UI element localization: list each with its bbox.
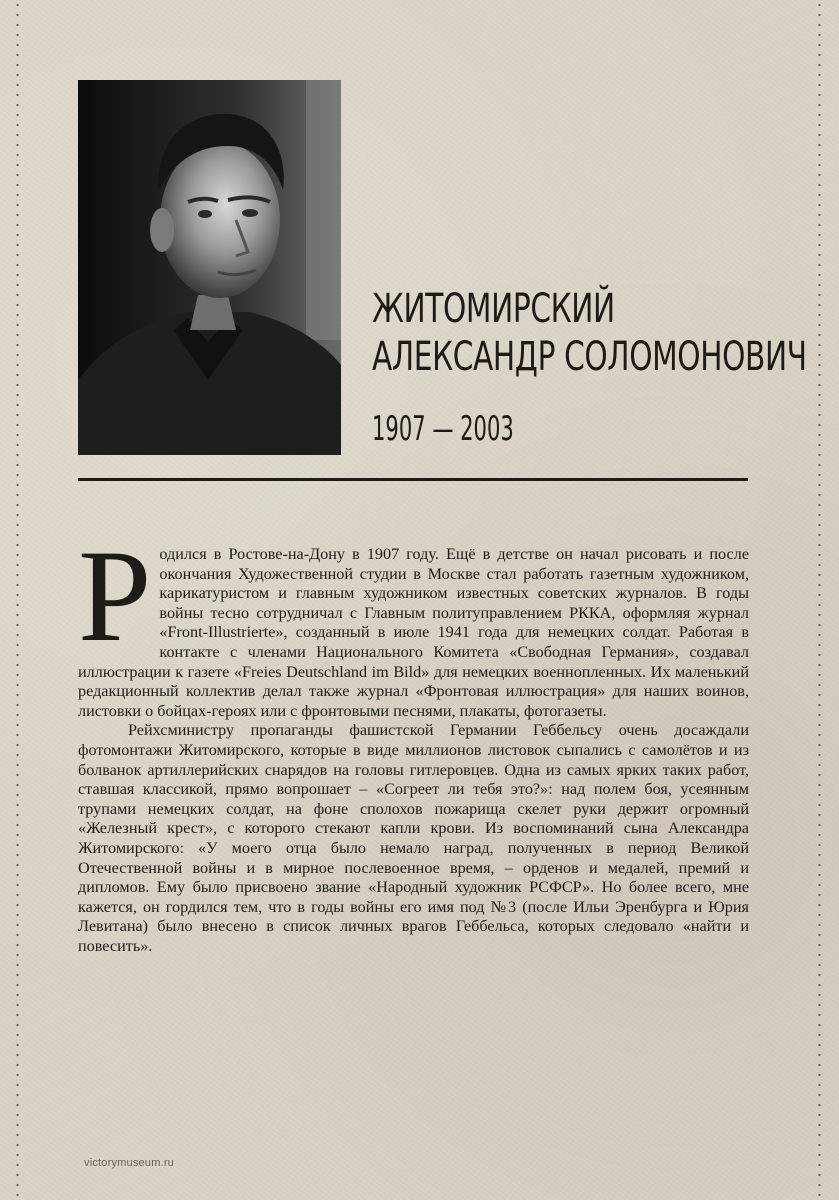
biography-text bbox=[78, 522, 749, 956]
right-perforation bbox=[818, 0, 821, 1200]
footer-site-url: victorymuseum.ru bbox=[84, 1157, 174, 1169]
portrait-photo bbox=[78, 80, 341, 455]
life-years: 1907 — 2003 bbox=[372, 409, 514, 449]
surname-heading: ЖИТОМИРСКИЙ bbox=[372, 286, 615, 332]
left-perforation bbox=[16, 0, 19, 1200]
biography-paragraph-2: Рейхсминистру пропаганды фашистской Германии Геббельсу очень досаждали фотомонтажи Житомирского, которые в виде миллионов листовок сыпались с самолётов и из болванок артиллерийских снарядов на головы гитлеровцев. Одна из самых ярких таких работ, ставшая классикой, прямо вопрошает – «Согреет ли тебя это?»: над полем боя, усеянным трупами немецких солдат, на фоне сполохов пожарища скелет руки держит огромный «Железный крест», с которого стекают капли крови. Из воспоминаний сына Александра Житомирского: «У моего отца было немало наград, полученных в период Великой Отечественной войны и в мирное послевоенное время, – орденов и медалей, премий и дипломов. Ему было присвоено звание «Народный художник РСФСР». Но более всего, мне кажется, он гордился тем, что в годы войны его имя под №3 (после Ильи Эренбурга и Юрия Левитана) было внесено в список личных врагов Геббельса, которых следовало «найти и повесить». bbox=[78, 721, 749, 955]
drop-cap: Р bbox=[78, 522, 152, 669]
heading-divider bbox=[78, 478, 748, 481]
paragraph-1-text: одился в Ростове-на-Дону в 1907 году. Ещё в детстве он начал рисовать и после окончания Художественной студии в Москве стал работать газетным художником, карикатуристом и главным художником известных советских журналов. В годы войны тесно сотрудничал с Главным политуправлением РККА, оформляя журнал «Front-Illustrierte», созданный в июле 1941 года для немецких солдат. Работая в контакте с членами Национального Комитета «Свободная Германия», создавал иллюстрации к газете «Freies Deutschland im Bild» для немецких военнопленных. Их маленький редакционный коллектив делал также журнал «Фронтовая иллюстрация» для наших воинов, листовки о бойцах-героях или с фронтовыми песнями, плакаты, фотогазеты. bbox=[78, 545, 749, 720]
title-block bbox=[372, 285, 839, 449]
portrait-illustration bbox=[78, 80, 341, 455]
biography-paragraph-1 bbox=[78, 522, 749, 721]
given-name-heading: АЛЕКСАНДР СОЛОМОНОВИЧ bbox=[372, 334, 807, 380]
